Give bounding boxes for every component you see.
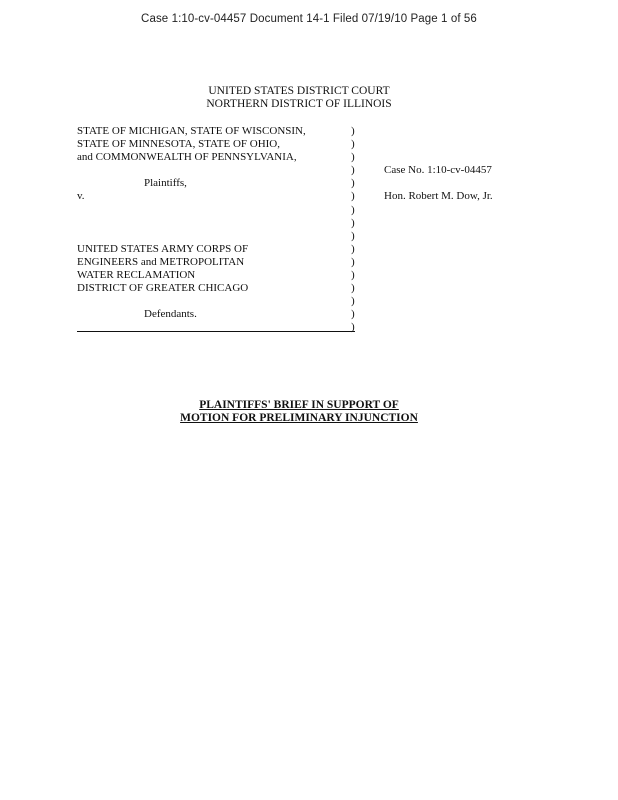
caption-bracket: ) xyxy=(351,151,355,164)
defendants-label: Defendants. xyxy=(144,308,197,321)
document-title xyxy=(0,399,598,425)
caption-bracket: ) xyxy=(351,269,355,282)
caption-bracket: ) xyxy=(351,282,355,295)
title-line: PLAINTIFFS' BRIEF IN SUPPORT OF xyxy=(199,399,399,411)
caption-rule xyxy=(77,331,355,332)
filing-stamp: Case 1:10-cv-04457 Document 14-1 Filed 07/19/10 Page 1 of 56 xyxy=(141,13,477,25)
caption-bracket: ) xyxy=(351,295,355,308)
caption-bracket: ) xyxy=(351,255,355,268)
caption-bracket: ) xyxy=(351,164,355,177)
case-caption xyxy=(77,125,306,321)
court-heading xyxy=(0,85,598,111)
caption-bracket: ) xyxy=(351,308,355,321)
plaintiff-line: STATE OF MICHIGAN, STATE OF WISCONSIN, xyxy=(77,125,306,137)
judge-name: Hon. Robert M. Dow, Jr. xyxy=(384,190,493,202)
caption-bracket: ) xyxy=(351,125,355,137)
plaintiff-line: STATE OF MINNESOTA, STATE OF OHIO, xyxy=(77,138,281,151)
caption-bracket-column xyxy=(351,125,355,335)
defendant-line: UNITED STATES ARMY CORPS OF xyxy=(77,242,249,255)
case-number: Case No. 1:10-cv-04457 xyxy=(384,164,492,176)
caption-bracket: ) xyxy=(351,138,355,151)
caption-bracket: ) xyxy=(351,177,355,190)
caption-bracket: ) xyxy=(351,229,355,242)
title-line: MOTION FOR PRELIMINARY INJUNCTION xyxy=(180,412,418,424)
caption-bracket: ) xyxy=(351,321,355,334)
plaintiffs-label: Plaintiffs, xyxy=(144,177,187,190)
court-name: UNITED STATES DISTRICT COURT xyxy=(208,85,390,97)
caption-bracket: ) xyxy=(351,216,355,229)
caption-bracket: ) xyxy=(351,242,355,255)
defendant-line: DISTRICT OF GREATER CHICAGO xyxy=(77,282,249,295)
versus-label: v. xyxy=(77,190,85,203)
defendant-line: ENGINEERS and METROPOLITAN xyxy=(77,255,245,268)
caption-bracket: ) xyxy=(351,203,355,216)
court-district: NORTHERN DISTRICT OF ILLINOIS xyxy=(206,98,392,110)
plaintiff-line: and COMMONWEALTH OF PENNSYLVANIA, xyxy=(77,151,297,164)
caption-bracket: ) xyxy=(351,190,355,203)
defendant-line: WATER RECLAMATION xyxy=(77,269,196,282)
